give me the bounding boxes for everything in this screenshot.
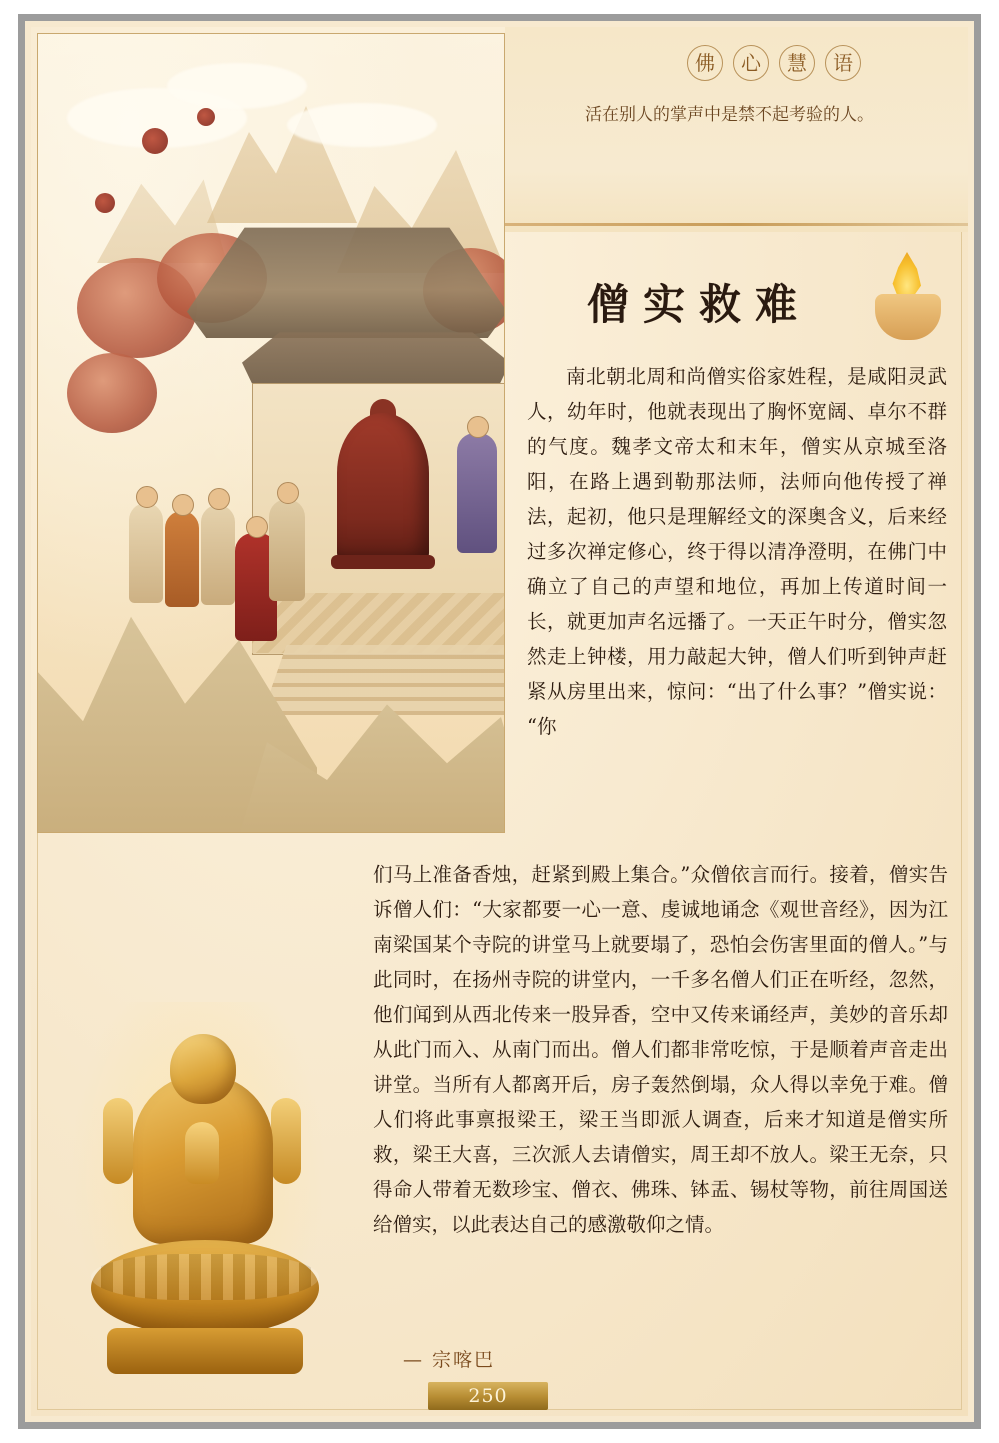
monk-figure (165, 511, 199, 607)
temple-steps (262, 645, 505, 715)
monk-figure (269, 499, 305, 601)
header-title (687, 45, 861, 81)
page-number: 250 (468, 1385, 508, 1407)
monk-head (172, 494, 194, 516)
cloud-shape (167, 63, 307, 109)
golden-buddha-statue (71, 1002, 336, 1402)
page-paper (31, 27, 968, 1416)
header-char-4: 语 (825, 45, 861, 81)
monk-figure (129, 503, 163, 603)
header-divider (505, 223, 968, 226)
page-number-bar (428, 1382, 548, 1410)
temple-roof-lower (242, 329, 505, 385)
tree-shape (67, 353, 157, 433)
flying-figure (95, 193, 115, 213)
temple-bell-illustration (37, 33, 505, 833)
flying-figure (197, 108, 215, 126)
statue-hands (185, 1122, 219, 1184)
statue-base (107, 1328, 303, 1374)
article-header (527, 260, 957, 350)
monk-head (277, 482, 299, 504)
monk-head (208, 488, 230, 510)
flame-icon (887, 252, 927, 300)
article-body-full-text: 们马上准备香烛，赶紧到殿上集合。”众僧依言而行。接着，僧实告诉僧人们：“大家都要一心一意、虔诚地诵念《观世音经》，因为江南梁国某个寺院的讲堂马上就要塌了，恐怕会伤害里面的僧人。”与此同时，在扬州寺院的讲堂内，一千多名僧人们正在听经，忽然，他们闻到从西北传来一股异香，空中又传来诵经声，美妙的音乐却从此门而入、从南门而出。僧人们都非常吃惊，于是顺着声音走出讲堂。当所有人都离开后，房子轰然倒塌，众人得以幸免于难。僧人们将此事禀报梁王，梁王当即派人调查，后来才知道是僧实所救，梁王大喜，三次派人去请僧实，周王却不放人。梁王无奈，只得命人带着无数珍宝、僧衣、佛珠、钵盂、锡杖等物，前往周国送给僧实，以此表达自己的感激敬仰之情。 (373, 863, 948, 1236)
bell-striker-monk (457, 433, 497, 553)
statue-head (170, 1034, 236, 1104)
header-char-3: 慧 (779, 45, 815, 81)
header-char-1: 佛 (687, 45, 723, 81)
flying-figure (142, 128, 168, 154)
monk-head (136, 486, 158, 508)
page-header-band (505, 27, 968, 232)
temple-hall-floor (252, 593, 505, 653)
statue-ornament (271, 1098, 301, 1184)
flame-in-hand-icon (869, 252, 949, 348)
statue-lotus-petals (91, 1254, 319, 1300)
hand-icon (875, 294, 941, 340)
article-body-column: 南北朝北周和尚僧实俗家姓程，是咸阳灵武人，幼年时，他就表现出了胸怀宽阔、卓尔不群的气度。魏孝文帝太和末年，僧实从京城至洛阳，在路上遇到勒那法师，法师向他传授了禅法，起初，他只是理解经文的深奥含义，后来经过多次禅定修心，终于得以清净澄明，在佛门中确立了自己的声望和地位，再加上传道时间一长，就更加声名远播了。一天正午时分，僧实忽然走上钟楼，用力敲起大钟，僧人们听到钟声赶紧从房里出来，惊问：“出了什么事？”僧实说：“你 (527, 365, 947, 738)
cloud-shape (287, 103, 437, 147)
monk-head (467, 416, 489, 438)
bell-lip (331, 555, 435, 569)
header-char-2: 心 (733, 45, 769, 81)
monk-head (246, 516, 268, 538)
page-title: 僧实救难 (587, 280, 812, 329)
attribution-line: — 宗喀巴 (403, 1349, 496, 1371)
monk-figure (201, 505, 235, 605)
statue-ornament (103, 1098, 133, 1184)
temple-bell (337, 413, 429, 563)
header-quote: 活在别人的掌声中是禁不起考验的人。 (585, 105, 874, 125)
